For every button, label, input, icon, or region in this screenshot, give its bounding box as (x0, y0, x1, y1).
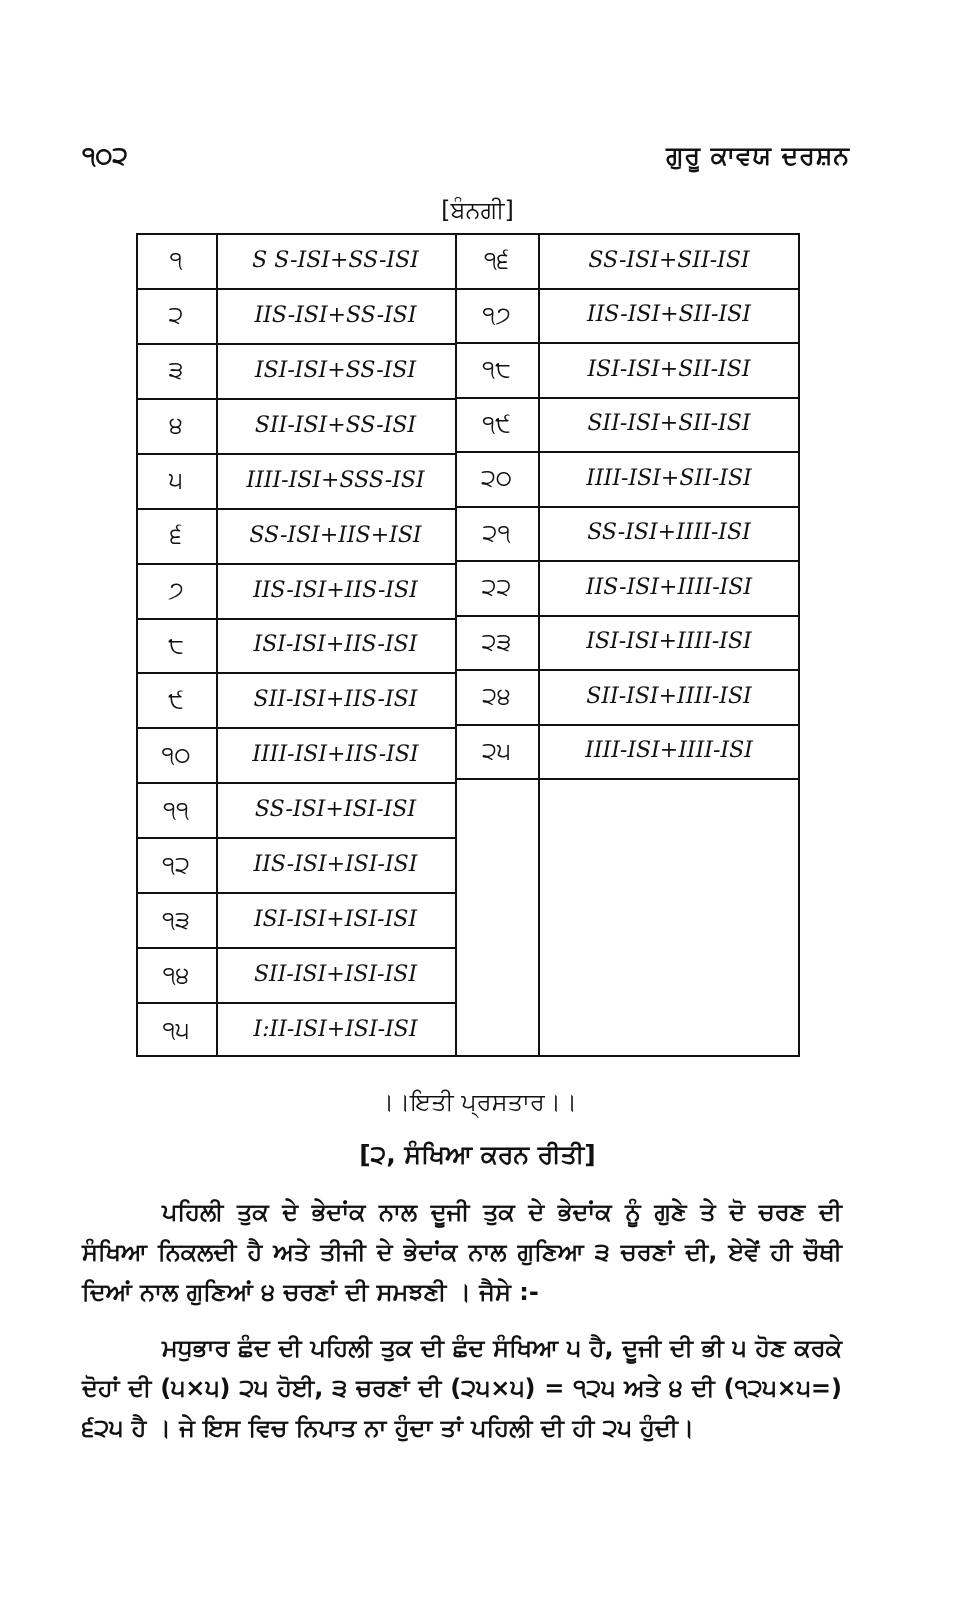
row-pattern: S S-ISI+SS-ISI (252, 247, 419, 273)
row-number: ੬ (169, 521, 183, 550)
row-number: ੫ (168, 466, 184, 495)
row-number: ੨੩ (481, 627, 512, 656)
row-number: ੨੫ (481, 736, 512, 765)
running-title: ਗੁਰੂ ਕਾਵਯ ਦਰਸ਼ਨ (666, 141, 850, 170)
row-number: ੧੩ (162, 905, 190, 934)
row-number: ੧੭ (482, 300, 511, 329)
row-number: ੧ (169, 246, 183, 275)
row-number: ੧੧ (162, 795, 190, 824)
row-pattern: IIS-ISI+IIS-ISI (253, 577, 418, 603)
row-number: ੮ (168, 630, 184, 659)
row-pattern: SS-ISI+ISI-ISI (254, 797, 417, 823)
row-pattern: IIII-ISI+IIS-ISI (252, 742, 419, 768)
row-number: ੧੬ (483, 246, 510, 275)
page-number: ੧੦੨ (82, 141, 128, 170)
section-heading: [੨, ਸੰਖਿਆ ਕਰਨ ਰੀਤੀ] (359, 1140, 596, 1169)
row-number: ੪ (169, 411, 183, 440)
row-pattern: SII-ISI+IIII-ISI (586, 683, 752, 709)
row-number: ੨੦ (480, 464, 513, 493)
row-number: ੭ (168, 576, 184, 605)
row-number: ੩ (168, 356, 184, 385)
paragraph-2: ਮਧੁਭਾਰ ਛੰਦ ਦੀ ਪਹਿਲੀ ਤੁਕ ਦੀ ਛੰਦ ਸੰਖਿਆ ੫ ਹੈ, ਦੂਜੀ ਦੀ ਭੀ ੫ ਹੋਣ ਕਰਕੇ ਦੋਹਾਂ ਦੀ (੫×੫) ੨੫ ਹੋਈ, ੩ ਚਰਣਾਂ ਦੀ (੨੫×੫) = ੧੨੫ ਅਤੇ ੪ ਦੀ (੧੨੫×੫=) ੬੨੫ ਹੈ । ਜੇ ਇਸ ਵਿਚ ਨਿਪਾਤ ਨਾ ਹੁੰਦਾ ਤਾਂ ਪਹਿਲੀ ਦੀ ਹੀ ੨੫ ਹੁੰਦੀ। (82, 1334, 842, 1442)
row-pattern: SS-ISI+IIII-ISI (587, 520, 751, 546)
iti-prastar: ।।ਇਤੀ ਪ੍ਰਸਤਾਰ।। (377, 1088, 578, 1116)
row-number: ੧੪ (162, 960, 190, 989)
row-pattern: ISI-ISI+SS-ISI (254, 357, 417, 383)
row-pattern: SII-ISI+ISI-ISI (253, 962, 418, 988)
row-pattern: ISI-ISI+SII-ISI (587, 356, 751, 382)
row-pattern: IIII-ISI+IIII-ISI (585, 738, 753, 764)
row-pattern: ISI-ISI+IIII-ISI (586, 629, 752, 655)
row-number: ੨ (168, 301, 184, 330)
row-number: ੨੪ (482, 682, 511, 711)
row-pattern: SS-ISI+IIS+ISI (249, 522, 422, 548)
row-number: ੧੨ (162, 850, 190, 879)
row-pattern: ISI-ISI+IIS-ISI (253, 632, 418, 658)
row-pattern: IIS-ISI+ISI-ISI (253, 852, 418, 878)
row-number: ੧੯ (482, 409, 511, 438)
row-number: ੧੮ (482, 355, 511, 384)
row-number: ੧੫ (162, 1015, 190, 1044)
row-pattern: IIII-ISI+SSS-ISI (246, 467, 425, 493)
row-pattern: IIS-ISI+SII-ISI (587, 302, 751, 328)
row-pattern: IIS-ISI+SS-ISI (254, 302, 417, 328)
row-pattern: SII-ISI+SII-ISI (587, 411, 751, 437)
row-pattern: SII-ISI+SS-ISI (254, 412, 417, 438)
row-pattern: I:II-ISI+ISI-ISI (253, 1017, 418, 1043)
row-pattern: ISI-ISI+ISI-ISI (253, 907, 418, 933)
paragraph-1: ਪਹਿਲੀ ਤੁਕ ਦੇ ਭੇਦਾਂਕ ਨਾਲ ਦੂਜੀ ਤੁਕ ਦੇ ਭੇਦਾਂਕ ਨੂੰ ਗੁਣੇ ਤੇ ਦੋ ਚਰਣ ਦੀ ਸੰਖਿਆ ਨਿਕਲਦੀ ਹੈ ਅਤੇ ਤੀਜੀ ਦੇ ਭੇਦਾਂਕ ਨਾਲ ਗੁਣਿਆ ੩ ਚਰਣਾਂ ਦੀ, ਏਵੇਂ ਹੀ ਚੌਥੀ ਦਿਆਂ ਨਾਲ ਗੁਣਿਆਂ ੪ ਚਰਣਾਂ ਦੀ ਸਮਝਣੀ । ਜੈਸੇ :- (82, 1198, 842, 1306)
row-pattern: SII-ISI+IIS-ISI (253, 687, 418, 713)
row-pattern: IIII-ISI+SII-ISI (586, 465, 752, 491)
row-number: ੨੧ (482, 518, 511, 547)
row-number: ੯ (168, 685, 184, 714)
row-number: ੨੨ (481, 573, 512, 602)
row-pattern: IIS-ISI+IIII-ISI (585, 574, 753, 600)
table-row-divider (455, 778, 800, 780)
row-pattern: SS-ISI+SII-ISI (588, 247, 750, 273)
table-caption: [ਬੰਨਗੀ] (441, 196, 514, 224)
row-number: ੧੦ (161, 740, 191, 769)
